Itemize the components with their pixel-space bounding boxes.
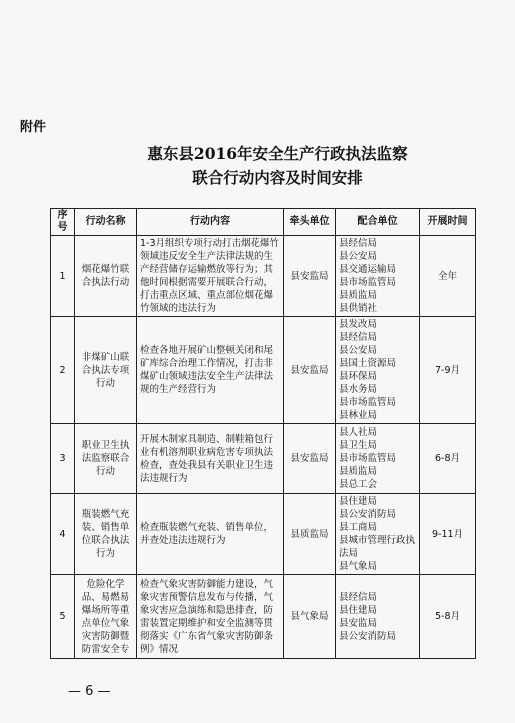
cell-time: 全年 <box>420 236 476 317</box>
cell-lead: 县质监局 <box>284 494 336 575</box>
cell-seq: 2 <box>51 317 75 424</box>
header-coop: 配合单位 <box>336 209 420 236</box>
document-title-line2: 联合行动内容及时间安排 <box>192 168 363 187</box>
cell-lead: 县安监局 <box>284 317 336 424</box>
table-row <box>51 236 476 317</box>
table-row <box>51 494 476 575</box>
cell-name: 危险化学品、易燃易爆场所等重点单位气象灾害防御暨防雷安全专 <box>75 575 137 659</box>
table-row <box>51 424 476 494</box>
cell-coop: 县发改局 县经信局 县公安局 县国土资源局 县环保局 县水务局 县市场监管局 县林业局 <box>336 317 420 424</box>
document-title-line1: 惠东县2016年安全生产行政执法监察 <box>147 144 408 163</box>
header-name: 行动名称 <box>75 209 137 236</box>
cell-lead: 县安监局 <box>284 424 336 494</box>
cell-coop: 县经信局 县住建局 县安监局 县公安消防局 <box>336 575 420 659</box>
cell-time: 7-9月 <box>420 317 476 424</box>
cell-name: 烟花爆竹联合执法行动 <box>75 236 137 317</box>
cell-content: 检查瓶装燃气充装、销售单位，并查处违法违规行为 <box>137 494 284 575</box>
table-row <box>51 317 476 424</box>
cell-content: 1-3月组织专项行动打击烟花爆竹领域违反安全生产法律法规的生产经营储存运输燃放等行为；其他时间根据需要开展联合行动，打击重点区域、重点部位烟花爆竹领域的违法行为 <box>137 236 284 317</box>
cell-name: 非煤矿山联合执法专项行动 <box>75 317 137 424</box>
cell-seq: 4 <box>51 494 75 575</box>
cell-content: 检查气象灾害防御能力建设，气象灾害预警信息发布与传播，气象灾害应急演练和隐患排查，防雷装置定期维护和安全监测等贯彻落实《广东省气象灾害防御条例》情况 <box>137 575 284 659</box>
cell-coop: 县住建局 县公安消防局 县工商局 县城市管理行政执法局 县气象局 <box>336 494 420 575</box>
cell-seq: 3 <box>51 424 75 494</box>
cell-name: 瓶装燃气充装、销售单位联合执法行为 <box>75 494 137 575</box>
cell-coop: 县经信局 县公安局 县交通运输局 县市场监管局 县质监局 县供销社 <box>336 236 420 317</box>
cell-time: 9-11月 <box>420 494 476 575</box>
header-seq: 序号 <box>51 209 75 236</box>
cell-lead: 县气象局 <box>284 575 336 659</box>
cell-seq: 5 <box>51 575 75 659</box>
cell-time: 5-8月 <box>420 575 476 659</box>
header-time: 开展时间 <box>420 209 476 236</box>
cell-lead: 县安监局 <box>284 236 336 317</box>
header-content: 行动内容 <box>137 209 284 236</box>
table-header-row <box>51 209 476 236</box>
attachment-label: 附件 <box>20 120 47 135</box>
header-lead: 牵头单位 <box>284 209 336 236</box>
cell-content: 开展木制家具制造、制鞋箱包行业有机溶剂职业病危害专项执法检查，查处我县有关职业卫生违法违规行为 <box>137 424 284 494</box>
cell-content: 检查各地开展矿山整顿关闭和尾矿库综合治理工作情况，打击非煤矿山领域违法安全生产法律法规的生产经营行为 <box>137 317 284 424</box>
cell-seq: 1 <box>51 236 75 317</box>
cell-name: 职业卫生执法监察联合行动 <box>75 424 137 494</box>
table-row <box>51 575 476 659</box>
schedule-table <box>50 208 476 659</box>
cell-coop: 县人社局 县卫生局 县市场监管局 县质监局 县总工会 <box>336 424 420 494</box>
page-number: — 6 — <box>68 684 111 699</box>
cell-time: 6-8月 <box>420 424 476 494</box>
